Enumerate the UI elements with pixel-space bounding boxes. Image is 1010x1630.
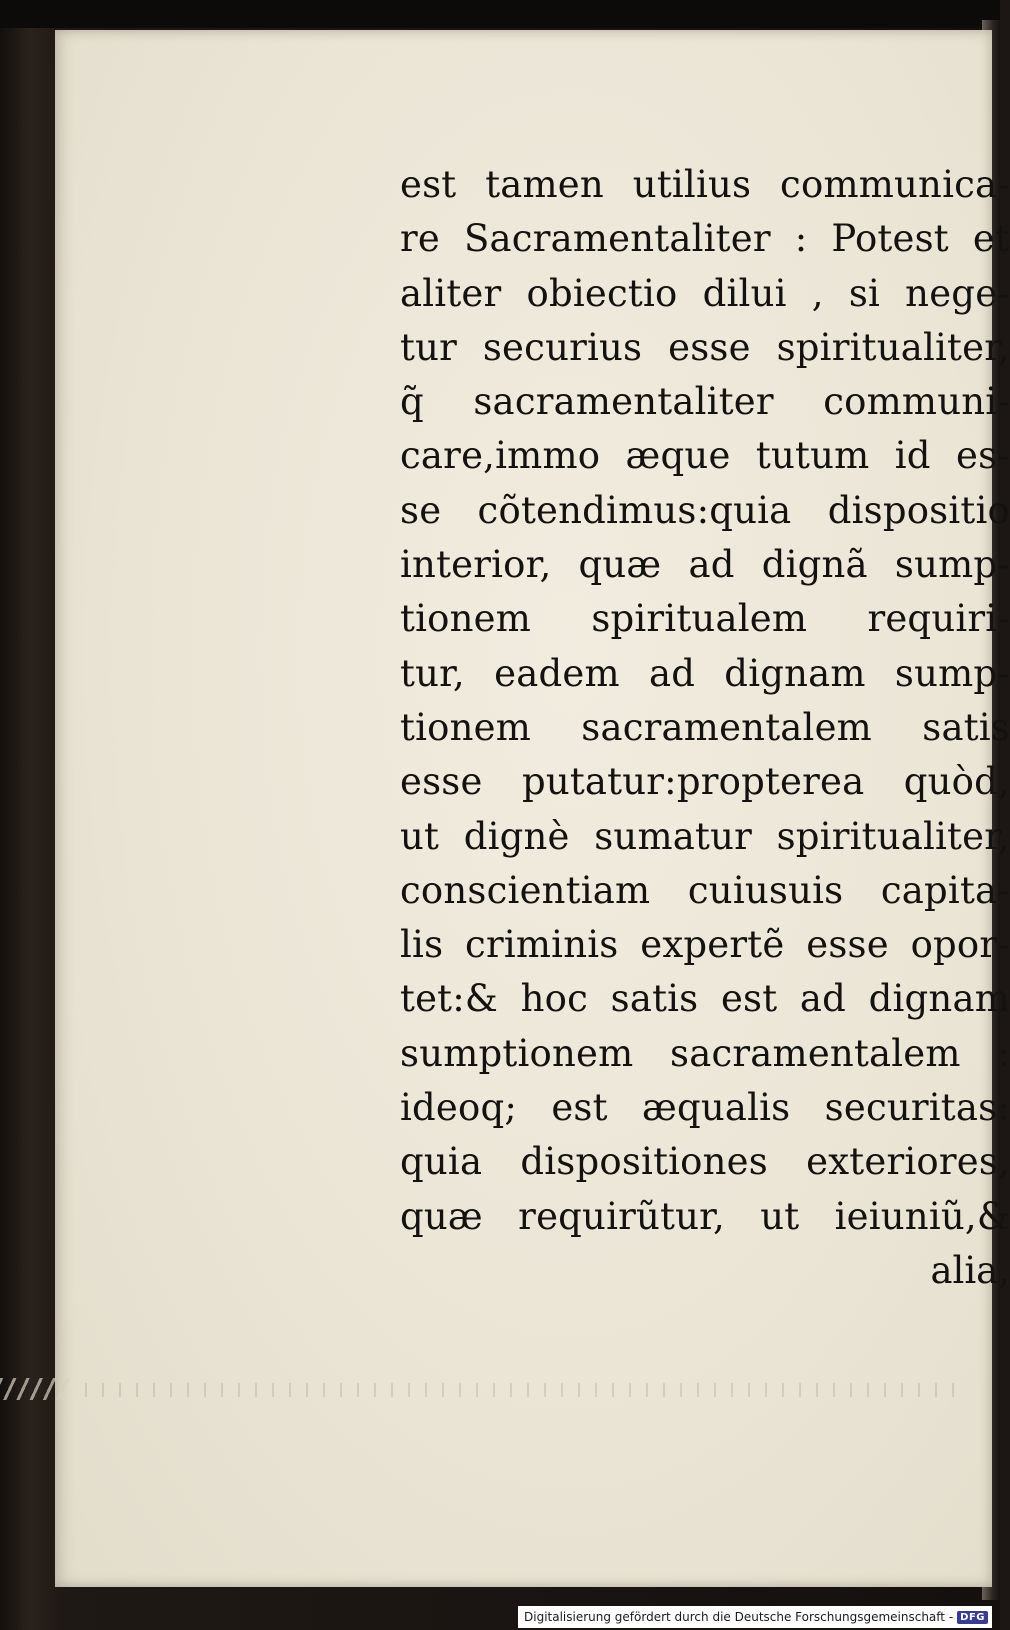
text-line-18: ideoq; est æqualis securitas: xyxy=(400,1086,1010,1130)
text-line-10: tur, eadem ad dignam sump- xyxy=(400,651,1010,695)
text-line-3: aliter obiectio dilui , si nege- xyxy=(400,271,1010,315)
text-line-19: quia dispositiones exteriores, xyxy=(400,1140,1010,1184)
text-line-20: quæ requirũtur, ut ieiuniũ,& xyxy=(400,1194,1010,1238)
scan-top-edge xyxy=(0,0,1000,28)
text-line-6: care,immo æque tutum id es- xyxy=(400,434,1010,478)
dfg-logo-icon: DFG xyxy=(957,1611,988,1624)
catchword: alia, xyxy=(930,1248,1010,1292)
text-line-1: est tamen utilius communica- xyxy=(400,163,1010,206)
text-line-14: conscientiam cuiusuis capita- xyxy=(400,868,1010,912)
text-line-4: tur securius esse spiritualiter, xyxy=(400,325,1010,369)
footer-credit-text: Digitalisierung gefördert durch die Deutsche Forschungsgemeinschaft - xyxy=(524,1610,954,1624)
text-line-13: ut dignè sumatur spiritualiter, xyxy=(400,814,1010,858)
book-page xyxy=(55,30,1010,1587)
digitization-footer xyxy=(518,1606,992,1628)
text-line-8: interior, quæ ad dignã sump- xyxy=(400,543,1010,587)
text-line-2: re Sacramentaliter : Potest et xyxy=(400,217,1010,261)
show-through-marks xyxy=(85,1383,965,1397)
text-line-12: esse putatur:propterea quòd, xyxy=(400,760,1010,804)
text-line-5: q̃ sacramentaliter communi- xyxy=(400,380,1010,424)
text-line-16: tet:& hoc satis est ad dignam xyxy=(400,977,1010,1021)
text-line-9: tionem spiritualem requiri- xyxy=(400,597,1010,641)
text-line-7: se cõtendimus:quia dispositio xyxy=(400,488,1010,532)
page-text-block xyxy=(400,158,1010,1298)
text-line-17: sumptionem sacramentalem : xyxy=(400,1031,1010,1075)
text-line-15: lis criminis expertẽ esse opor- xyxy=(400,923,1010,967)
show-through-marks-left xyxy=(0,1378,70,1400)
text-line-11: tionem sacramentalem satis xyxy=(400,705,1010,749)
